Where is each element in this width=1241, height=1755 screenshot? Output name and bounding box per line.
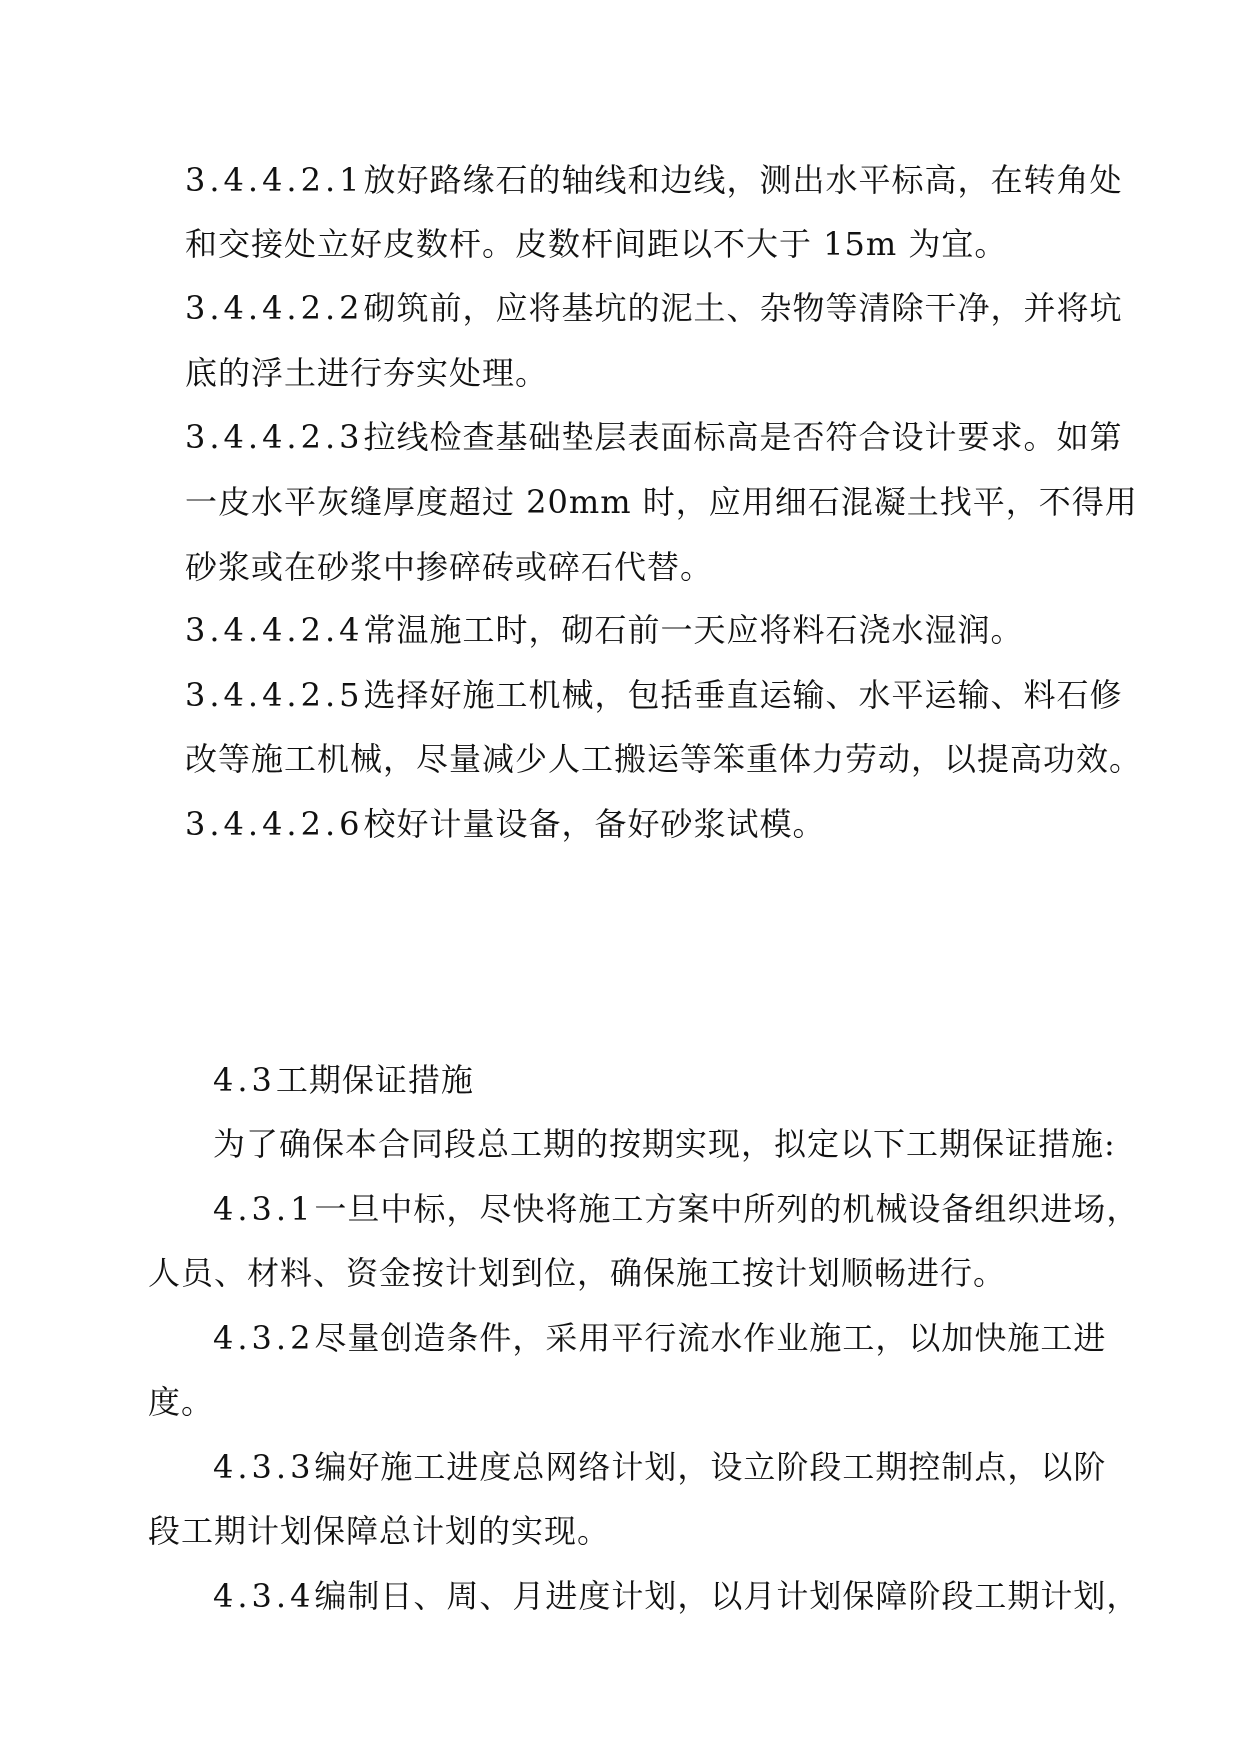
item-text: 选择好施工机械，包括垂直运输、水平运输、料石修 — [363, 676, 1123, 714]
item-text: 校好计量设备，备好砂浆试模。 — [363, 805, 826, 843]
item-number: 4.3.2 — [213, 1319, 315, 1357]
paragraph-3-4-4-2-4-line-1 — [185, 610, 1024, 650]
item-number: 3.4.4.2.3 — [185, 418, 364, 456]
item-number: 4.3.4 — [213, 1577, 315, 1615]
paragraph-3-4-4-2-5-line-2: 改等施工机械，尽量减少人工搬运等笨重体力劳动，以提高功效。 — [185, 740, 1143, 778]
item-text: 砌筑前，应将基坑的泥土、杂物等清除干净，并将坑 — [363, 289, 1123, 327]
paragraph-3-4-4-2-3-line-1 — [185, 417, 1123, 457]
item-text: 编制日、周、月进度计划，以月计划保障阶段工期计划， — [314, 1577, 1140, 1615]
item-text: 编好施工进度总网络计划，设立阶段工期控制点，以阶 — [314, 1448, 1107, 1486]
item-number: 3.4.4.2.6 — [185, 805, 364, 843]
heading-text: 工期保证措施 — [275, 1061, 474, 1099]
item-text: 一旦中标，尽快将施工方案中所列的机械设备组织进场， — [314, 1190, 1140, 1228]
item-number: 3.4.4.2.1 — [185, 161, 364, 199]
paragraph-4-3-2-line-1 — [213, 1318, 1106, 1358]
paragraph-4-3-2-line-2: 度。 — [148, 1383, 215, 1421]
paragraph-4-3-1-line-2: 人员、材料、资金按计划到位，确保施工按计划顺畅进行。 — [148, 1254, 1007, 1292]
paragraph-3-4-4-2-1-line-2: 和交接处立好皮数杆。皮数杆间距以不大于 15m 为宜。 — [185, 225, 1008, 263]
paragraph-4-3-4-line-1 — [213, 1576, 1139, 1616]
item-number: 3.4.4.2.5 — [185, 676, 364, 714]
paragraph-3-4-4-2-1-line-1 — [185, 160, 1123, 200]
item-number: 3.4.4.2.2 — [185, 289, 364, 327]
paragraph-3-4-4-2-3-line-2: 一皮水平灰缝厚度超过 20mm 时，应用细石混凝土找平，不得用 — [185, 483, 1138, 521]
paragraph-3-4-4-2-2-line-1 — [185, 288, 1123, 328]
item-text: 放好路缘石的轴线和边线，测出水平标高，在转角处 — [363, 161, 1123, 199]
heading-number: 4.3 — [213, 1061, 276, 1099]
paragraph-4-3-3-line-1 — [213, 1447, 1106, 1487]
paragraph-4-3-1-line-1 — [213, 1189, 1139, 1229]
paragraph-3-4-4-2-5-line-1 — [185, 675, 1123, 715]
paragraph-3-4-4-2-6-line-1 — [185, 804, 826, 844]
paragraph-3-4-4-2-2-line-2: 底的浮土进行夯实处理。 — [185, 354, 549, 392]
item-number: 3.4.4.2.4 — [185, 611, 364, 649]
item-text: 尽量创造条件，采用平行流水作业施工，以加快施工进 — [314, 1319, 1107, 1357]
section-heading-4-3 — [213, 1060, 474, 1100]
section-intro: 为了确保本合同段总工期的按期实现，拟定以下工期保证措施: — [213, 1125, 1116, 1163]
paragraph-4-3-3-line-2: 段工期计划保障总计划的实现。 — [148, 1512, 611, 1550]
item-number: 4.3.1 — [213, 1190, 315, 1228]
paragraph-3-4-4-2-3-line-3: 砂浆或在砂浆中掺碎砖或碎石代替。 — [185, 548, 714, 586]
item-number: 4.3.3 — [213, 1448, 315, 1486]
item-text: 拉线检查基础垫层表面标高是否符合设计要求。如第 — [363, 418, 1123, 456]
item-text: 常温施工时，砌石前一天应将料石浇水湿润。 — [363, 611, 1024, 649]
